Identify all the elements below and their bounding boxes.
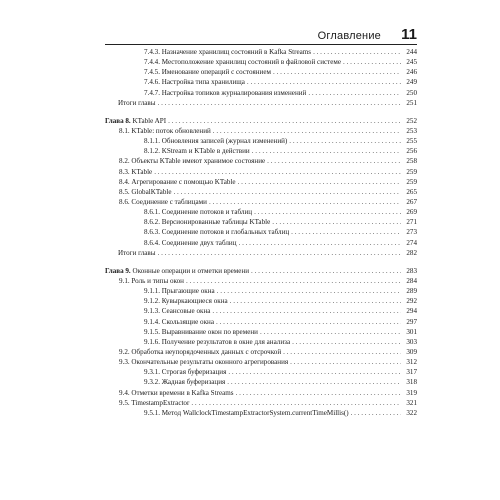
header-rule: [105, 44, 417, 45]
toc-entry: [105, 337, 417, 347]
dot-leader: [239, 238, 401, 248]
toc-page-number: 252: [406, 116, 417, 125]
toc-page-number: 269: [406, 208, 417, 217]
dot-leader: [213, 126, 401, 136]
toc-entry-title: 8.4. Агрегирование с помощью KTable: [119, 177, 236, 186]
toc-entry: [105, 296, 417, 306]
toc-page-number: 297: [406, 317, 417, 326]
toc-entry: [105, 156, 417, 166]
toc-entry-title: 9.1.1. Прыгающие окна: [144, 287, 215, 296]
toc-page-number: 317: [406, 368, 417, 377]
dot-leader: [343, 57, 401, 67]
dot-leader: [236, 388, 401, 398]
toc-entry-title: 9.1.3. Сеансовые окна: [144, 307, 211, 316]
dot-leader: [252, 146, 401, 156]
toc-entry-title: 9.5. TimestampExtractor: [119, 398, 190, 407]
section-gap: [105, 108, 417, 116]
toc-entry: [105, 47, 417, 57]
table-of-contents: [105, 47, 417, 418]
toc-entry-title: 9.3.2. Жадная буферизация: [144, 378, 226, 387]
toc-entry: [105, 286, 417, 296]
dot-leader: [191, 398, 401, 408]
toc-entry-title: 8.1. KTable: поток обновлений: [119, 126, 211, 135]
toc-entry-title: 8.1.2. KStream и KTable в действии: [144, 147, 250, 156]
toc-entry-title: 8.3. KTable: [119, 167, 153, 176]
page-number: 11: [401, 26, 417, 43]
dot-leader: [291, 227, 401, 237]
dot-leader: [254, 207, 401, 217]
toc-entry-title: 9.1.4. Скользящие окна: [144, 317, 214, 326]
toc-page-number: 258: [406, 157, 417, 166]
toc-entry-title: 9.1.2. Кувыркающиеся окна: [144, 297, 228, 306]
toc-entry: [105, 146, 417, 156]
dot-leader: [186, 276, 401, 286]
toc-page-number: 259: [406, 177, 417, 186]
toc-entry-title: 9.2. Обработка неупорядоченных данных с отсрочкой: [119, 347, 282, 356]
toc-page-number: 292: [406, 297, 417, 306]
toc-entry: [105, 398, 417, 408]
toc-page-number: 321: [406, 398, 417, 407]
toc-chapter-entry: [105, 116, 417, 126]
toc-page-number: 319: [406, 388, 417, 397]
toc-page-number: 250: [406, 88, 417, 97]
dot-leader: [272, 217, 401, 227]
dot-leader: [313, 47, 401, 57]
toc-entry: [105, 238, 417, 248]
dot-leader: [238, 177, 401, 187]
dot-leader: [158, 248, 401, 258]
toc-entry-title: 8.1.1. Обновления записей (журнал изменений): [144, 137, 288, 146]
toc-entry: [105, 227, 417, 237]
toc-page-number: 284: [406, 276, 417, 285]
toc-page-number: 246: [406, 68, 417, 77]
toc-entry: [105, 217, 417, 227]
dot-leader: [267, 156, 401, 166]
toc-entry: [105, 388, 417, 398]
dot-leader: [292, 337, 401, 347]
toc-entry-title: 8.6.4. Соединение двух таблиц: [144, 238, 237, 247]
header-title: Оглавление: [317, 30, 381, 42]
toc-page-number: 301: [406, 327, 417, 336]
toc-entry-title: 8.5. GlobalKTable: [119, 187, 172, 196]
dot-leader: [216, 317, 401, 327]
chapter-number: Глава 8.: [105, 116, 131, 125]
toc-entry-title: 9.1. Роль и типы окон: [119, 276, 184, 285]
toc-entry-title: 8.6. Соединение с таблицами: [119, 197, 207, 206]
dot-leader: [273, 67, 401, 77]
toc-page-number: 244: [406, 48, 417, 56]
dot-leader: [289, 136, 401, 146]
toc-entry-title: 9.1.5. Выравнивание окон по времени: [144, 327, 258, 336]
toc-entry: [105, 377, 417, 387]
dot-leader: [154, 167, 401, 177]
toc-page-number: 309: [406, 347, 417, 356]
toc-entry: [105, 187, 417, 197]
toc-entry-title: [105, 266, 249, 276]
dot-leader: [227, 377, 401, 387]
dot-leader: [260, 327, 401, 337]
toc-entry: [105, 357, 417, 367]
dot-leader: [290, 357, 401, 367]
toc-page-number: 289: [406, 287, 417, 296]
section-gap: [105, 258, 417, 266]
dot-leader: [230, 296, 401, 306]
toc-page-number: 318: [406, 378, 417, 387]
toc-entry-title: Итоги главы: [118, 248, 156, 257]
toc-entry: [105, 167, 417, 177]
toc-entry: [105, 77, 417, 87]
toc-entry: [105, 347, 417, 357]
dot-leader: [247, 77, 401, 87]
toc-page-number: 303: [406, 337, 417, 346]
chapter-title: KTable API: [132, 116, 167, 125]
toc-entry: [105, 408, 417, 418]
toc-page-number: 245: [406, 58, 417, 67]
dot-leader: [212, 306, 401, 316]
toc-page-number: 274: [406, 238, 417, 247]
dot-leader: [158, 98, 401, 108]
toc-page-number: 256: [406, 147, 417, 156]
dot-leader: [228, 367, 401, 377]
toc-page-number: 255: [406, 137, 417, 146]
running-header: [105, 26, 417, 46]
toc-entry: [105, 306, 417, 316]
toc-entry-title: 7.4.4. Местоположение хранилищ состояний в файловой системе: [144, 58, 342, 67]
chapter-number: Глава 9.: [105, 266, 131, 275]
toc-entry-title: 7.4.7. Настройка топиков журналирования изменений: [144, 88, 307, 97]
dot-leader: [174, 187, 402, 197]
toc-entry: [105, 98, 417, 108]
toc-entry-title: 9.5.1. Метод WallclockTimestampExtractorSystem.currentTimeMillis(): [144, 408, 349, 417]
toc-page-number: 267: [406, 197, 417, 206]
toc-entry-title: 8.6.1. Соединение потоков и таблиц: [144, 208, 253, 217]
toc-entry-title: 7.4.6. Настройка типа хранилища: [144, 78, 245, 87]
toc-entry: [105, 317, 417, 327]
toc-page-number: 273: [406, 228, 417, 237]
toc-entry-title: [105, 116, 166, 126]
toc-entry: [105, 207, 417, 217]
toc-entry: [105, 136, 417, 146]
toc-entry-title: Итоги главы: [118, 98, 156, 107]
toc-entry-title: 9.3.1. Строгая буферизация: [144, 368, 227, 377]
toc-entry: [105, 126, 417, 136]
toc-entry: [105, 177, 417, 187]
toc-entry-title: 9.1.6. Получение результатов в окне для анализа: [144, 337, 291, 346]
toc-page-number: 271: [406, 218, 417, 227]
toc-page-number: 259: [406, 167, 417, 176]
toc-entry: [105, 248, 417, 258]
toc-entry: [105, 276, 417, 286]
toc-page-number: 265: [406, 187, 417, 196]
dot-leader: [251, 266, 401, 276]
toc-entry-title: 7.4.3. Назначение хранилищ состояний в Kafka Streams: [144, 48, 312, 56]
toc-entry-title: 8.6.3. Соединение потоков и глобальных таблиц: [144, 228, 290, 237]
toc-entry-title: 8.2. Объекты KTable имеют хранимое состояние: [119, 157, 266, 166]
dot-leader: [283, 347, 401, 357]
toc-entry: [105, 367, 417, 377]
toc-page-number: 253: [406, 126, 417, 135]
toc-entry-title: 9.4. Отметки времени в Kafka Streams: [119, 388, 234, 397]
toc-entry: [105, 67, 417, 77]
toc-entry: [105, 57, 417, 67]
toc-entry: [105, 88, 417, 98]
dot-leader: [217, 286, 401, 296]
dot-leader: [351, 408, 401, 418]
toc-entry: [105, 197, 417, 207]
toc-chapter-entry: [105, 266, 417, 276]
dot-leader: [209, 197, 401, 207]
toc-entry-title: 7.4.5. Именование операций с состоянием: [144, 68, 271, 77]
toc-page-number: 251: [406, 98, 417, 107]
toc-page-number: 283: [406, 266, 417, 275]
dot-leader: [168, 116, 401, 126]
dot-leader: [308, 88, 401, 98]
toc-entry-title: 8.6.2. Версионированные таблицы KTable: [144, 218, 271, 227]
toc-page-number: 322: [406, 408, 417, 417]
toc-page-number: 294: [406, 307, 417, 316]
toc-page-number: 249: [406, 78, 417, 87]
toc-entry-title: 9.3. Окончательные результаты оконного агрегирования: [119, 358, 289, 367]
chapter-title: Оконные операции и отметки времени: [132, 266, 250, 275]
toc-page-number: 282: [406, 248, 417, 257]
toc-page-number: 312: [406, 358, 417, 367]
toc-entry: [105, 327, 417, 337]
